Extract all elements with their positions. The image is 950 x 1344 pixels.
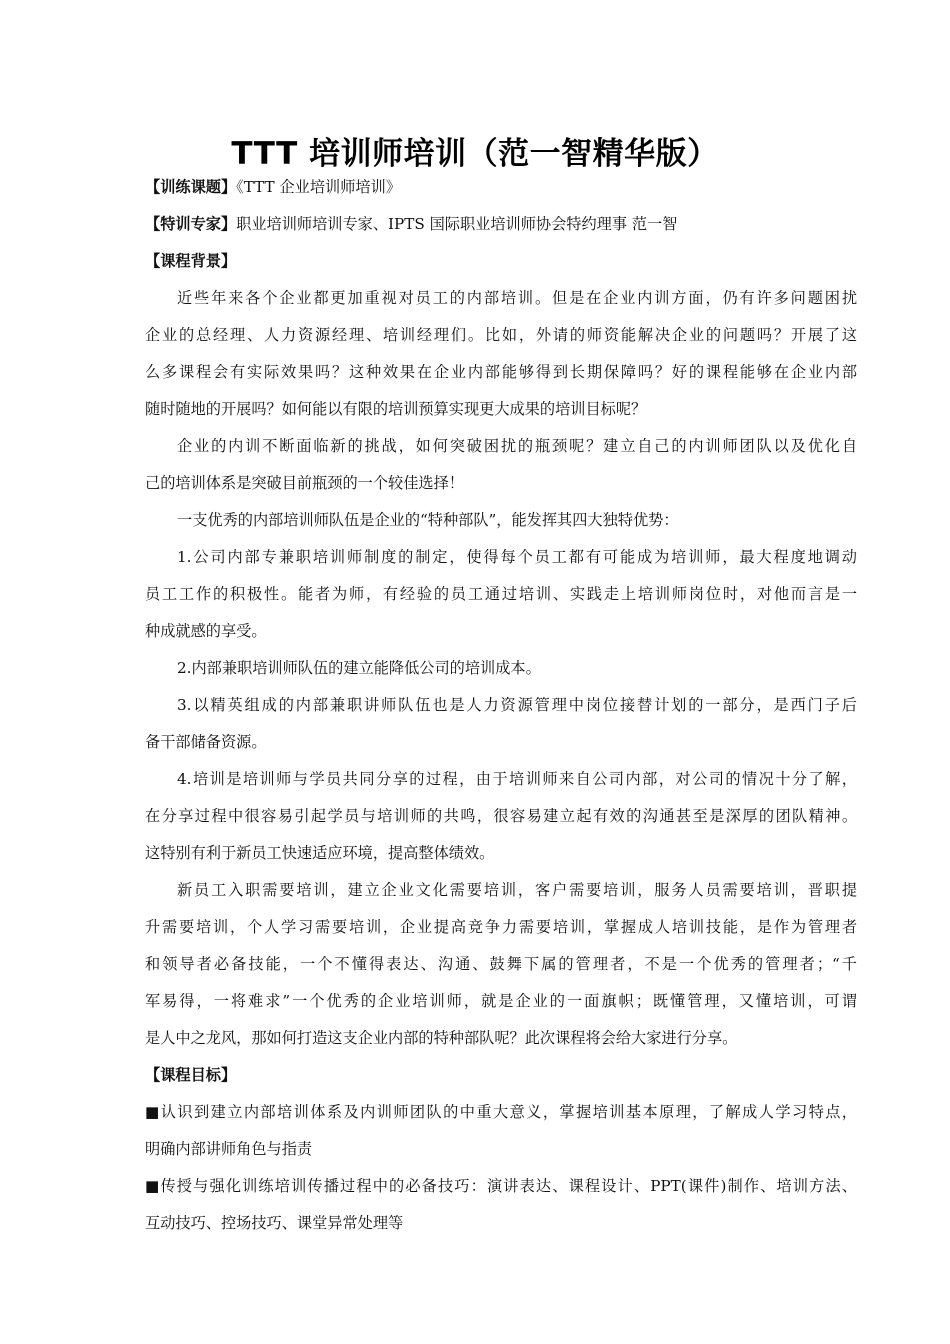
paragraph-line: 这特别有利于新员工快速适应环境，提高整体绩效。 bbox=[145, 844, 495, 862]
topic-label: 【训练课题】 bbox=[145, 178, 237, 196]
expert-label: 【特训专家】 bbox=[145, 215, 237, 233]
paragraph-line: 一支优秀的内部培训师队伍是企业的“特种部队”，能发挥其四大独特优势： bbox=[177, 511, 679, 529]
paragraph-line: 么多课程会有实际效果吗？这种效果在企业内部能够得到长期保障吗？好的课程能够在企业内部 bbox=[145, 363, 857, 381]
paragraph-line: 随时随地的开展吗？如何能以有限的培训预算实现更大成果的培训目标呢？ bbox=[145, 400, 647, 418]
paragraph-line: 是人中之龙风，那如何打造这支企业内部的特种部队呢？此次课程将会给大家进行分享。 bbox=[145, 1029, 738, 1047]
background-heading: 【课程背景】 bbox=[145, 252, 237, 270]
paragraph-line: 备干部储备资源。 bbox=[145, 733, 267, 751]
expert-row bbox=[145, 211, 857, 248]
paragraph-line: 军易得，一将难求”一个优秀的企业培训师，就是企业的一面旗帜；既懂管理，又懂培训，可谓 bbox=[145, 992, 857, 1010]
paragraph-line: 3.以精英组成的内部兼职讲师队伍也是人力资源管理中岗位接替计划的一部分，是西门子后 bbox=[177, 696, 857, 714]
paragraph-line: 种成就感的享受。 bbox=[145, 622, 267, 640]
expert-value: 职业培训师培训专家、IPTS 国际职业培训师协会特约理事 范一智 bbox=[236, 215, 678, 233]
paragraph-line: 升需要培训，个人学习需要培训，企业提高竞争力需要培训，掌握成人培训技能，是作为管理者 bbox=[145, 918, 857, 936]
paragraph-line: 1.公司内部专兼职培训师制度的制定，使得每个员工都有可能成为培训师，最大程度地调动 bbox=[177, 548, 857, 566]
document-body bbox=[145, 174, 857, 1247]
paragraph-line: 企业的内训不断面临新的挑战，如何突破困扰的瓶颈呢？建立自己的内训师团队以及优化自 bbox=[177, 437, 857, 455]
paragraph-line: 新员工入职需要培训，建立企业文化需要培训，客户需要培训，服务人员需要培训，晋职提 bbox=[177, 881, 857, 899]
goals-heading: 【课程目标】 bbox=[145, 1066, 237, 1084]
topic-value: 《TTT 企业培训师培训》 bbox=[236, 178, 401, 196]
paragraph-line: 在分享过程中很容易引起学员与培训师的共鸣，很容易建立起有效的沟通甚至是深厚的团队精神。 bbox=[145, 807, 857, 825]
paragraph-line: 己的培训体系是突破目前瓶颈的一个较佳选择！ bbox=[145, 474, 464, 492]
document-title: TTT 培训师培训（范一智精华版） bbox=[231, 136, 719, 172]
topic-row bbox=[145, 174, 857, 211]
paragraph-line: 员工工作的积极性。能者为师，有经验的员工通过培训、实践走上培训师岗位时，对他而言是一 bbox=[145, 585, 857, 603]
paragraph-line: 2.内部兼职培训师队伍的建立能降低公司的培训成本。 bbox=[177, 659, 541, 677]
paragraph-line: 近些年来各个企业都更加重视对员工的内部培训。但是在企业内训方面，仍有许多问题困扰 bbox=[177, 289, 857, 307]
goal-line: ■认识到建立内部培训体系及内训师团队的中重大意义，掌握培训基本原理，了解成人学习特点， bbox=[145, 1103, 857, 1121]
paragraph-line: 企业的总经理、人力资源经理、培训经理们。比如，外请的师资能解决企业的问题吗？开展了这 bbox=[145, 326, 857, 344]
paragraph-line: 和领导者必备技能，一个不懂得表达、沟通、鼓舞下属的管理者，不是一个优秀的管理者；“千 bbox=[145, 955, 857, 973]
goal-line: 明确内部讲师角色与指责 bbox=[145, 1140, 313, 1158]
paragraph-line: 4.培训是培训师与学员共同分享的过程，由于培训师来自公司内部，对公司的情况十分了解， bbox=[177, 770, 857, 788]
goal-line: 互动技巧、控场技巧、课堂异常处理等 bbox=[145, 1214, 404, 1232]
goal-line: ■传授与强化训练培训传播过程中的必备技巧：演讲表达、课程设计、PPT(课件)制作、培训方法、 bbox=[145, 1177, 857, 1195]
